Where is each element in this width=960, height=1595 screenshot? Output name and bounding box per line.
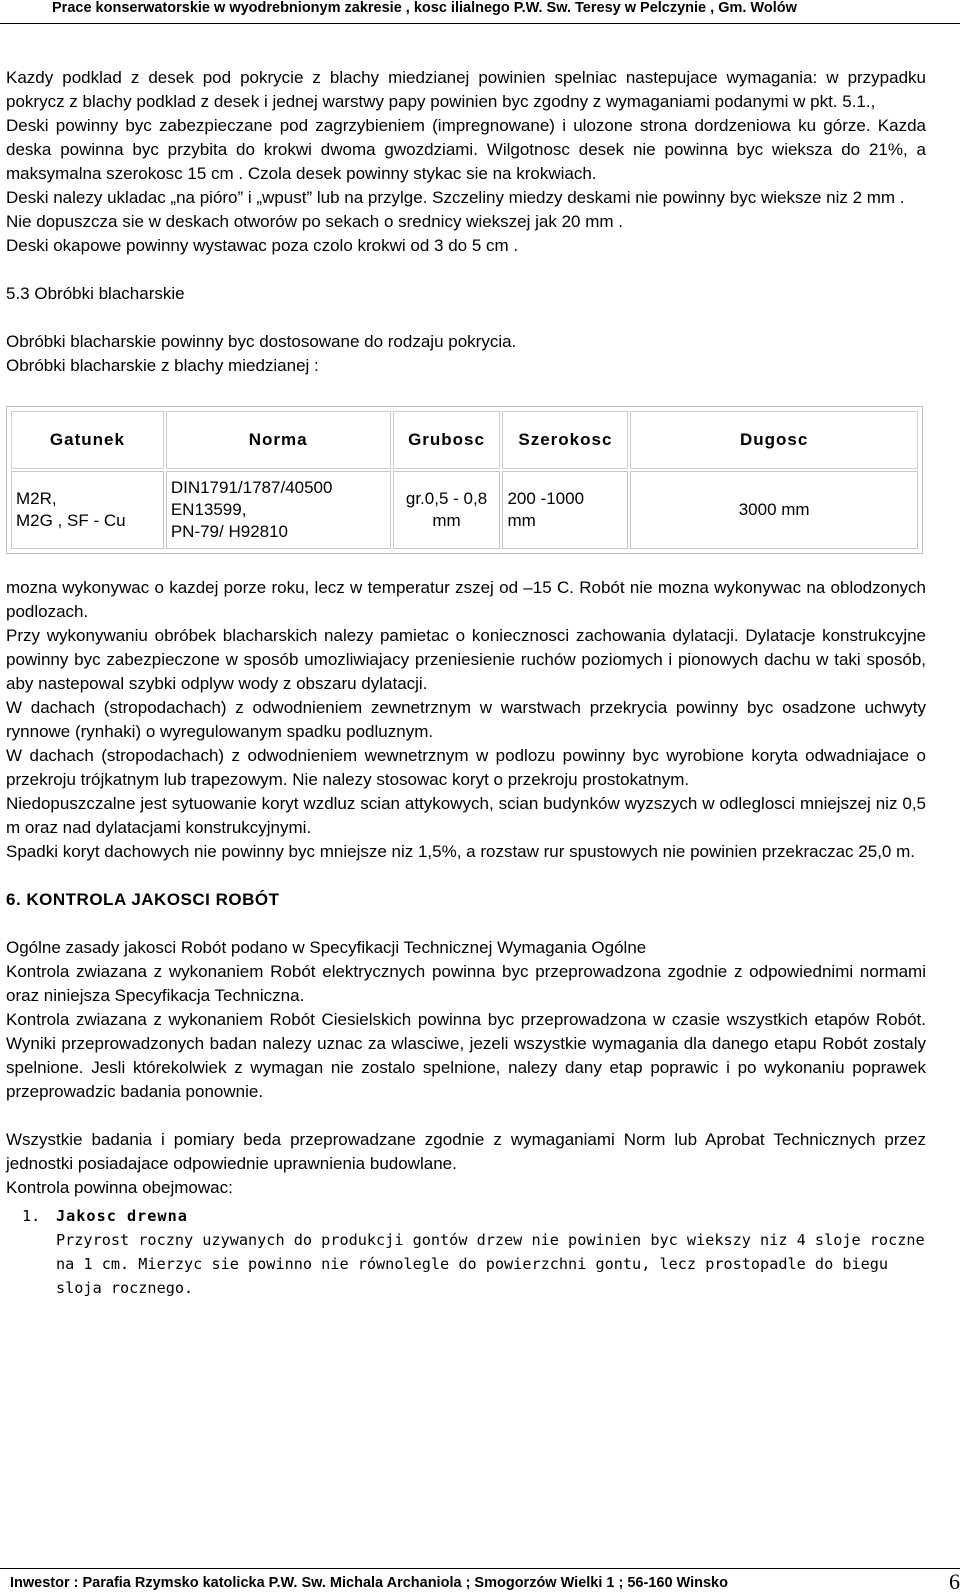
cell-line: PN-79/ H92810 <box>170 522 289 541</box>
page-header <box>0 0 960 24</box>
paragraph: Niedopuszczalne jest sytuowanie koryt wzdluz scian attykowych, scian budynków wyzszych w odleglosci mniejszej niz 0,5 m oraz nad dylatacjami konstrukcyjnymi. <box>6 794 926 837</box>
table-row <box>11 471 918 549</box>
paragraph: W dachach (stropodachach) z odwodnieniem zewnetrznym w warstwach przekrycia powinny byc osadzone uchwyty rynnowe (rynhaki) o wyregulowanym spadku podluznym. <box>6 698 926 741</box>
paragraph: Ogólne zasady jakosci Robót podano w Specyfikacji Technicznej Wymagania Ogólne <box>6 938 647 957</box>
list-item <box>6 1204 926 1228</box>
document-body <box>6 66 926 1300</box>
page-footer <box>0 1568 960 1594</box>
column-header-szerokosc: Szerokosc <box>502 411 628 469</box>
section-heading: 5.3 Obróbki blacharskie <box>6 284 185 303</box>
cell-gatunek <box>11 471 164 549</box>
cell-line: 200 -1000 <box>507 489 585 508</box>
cell-norma <box>166 471 391 549</box>
paragraph: Wszystkie badania i pomiary beda przeprowadzane zgodnie z wymaganiami Norm lub Aprobat Technicznych przez jednostki posiadajace odpowiednie uprawnienia budowlane. <box>6 1130 926 1173</box>
cell-line: M2G , SF - Cu <box>16 511 126 530</box>
cell-line: mm <box>507 511 536 530</box>
header-text: Prace konserwatorskie w wyodrebnionym zakresie , kosc ilialnego P.W. Sw. Teresy w Pelczynie , Gm. Wolów <box>52 0 797 16</box>
cell-line: mm <box>432 511 461 530</box>
paragraph: mozna wykonywac o kazdej porze roku, lecz w temperatur zszej od –15 C. Robót nie mozna wykonywac na oblodzonych podlozach. <box>6 578 926 621</box>
spec-table-frame <box>6 406 923 554</box>
spacer <box>6 864 926 888</box>
paragraph: Kontrola powinna obejmowac: <box>6 1178 233 1197</box>
list-item-title: Jakosc drewna <box>56 1207 188 1225</box>
section-heading: 6. KONTROLA JAKOSCI ROBÓT <box>6 890 280 909</box>
paragraph: Obróbki blacharskie z blachy miedzianej : <box>6 356 319 375</box>
list-item-text: Przyrost roczny uzywanych do produkcji gontów drzew nie powinien byc wiekszy niz 4 sloje roczne na 1 cm. Mierzyc sie powinno nie równolegle do powierzchni gontu, lecz prostopadle do biegu sloja rocznego. <box>56 1231 925 1297</box>
column-header-grubosc: Grubosc <box>393 411 501 469</box>
paragraph: Deski nalezy ukladac „na pióro” i „wpust” lub na przylge. Szczeliny miedzy deskami nie powinny byc wieksze niz 2 mm . <box>6 188 905 207</box>
paragraph: Spadki koryt dachowych nie powinny byc mniejsze niz 1,5%, a rozstaw rur spustowych nie powinien przekraczac 25,0 m. <box>6 842 915 861</box>
cell-line: gr.0,5 - 0,8 <box>405 489 488 508</box>
cell-dlugosc: 3000 mm <box>630 471 918 549</box>
paragraph: Kontrola zwiazana z wykonaniem Robót elektrycznych powinna byc przeprowadzona zgodnie z odpowiednimi normami oraz niniejsza Specyfikacja Techniczna. <box>6 962 926 1005</box>
paragraph: Obróbki blacharskie powinny byc dostosowane do rodzaju pokrycia. <box>6 332 517 351</box>
cell-grubosc <box>393 471 501 549</box>
cell-line: DIN1791/1787/40500 <box>170 478 333 497</box>
paragraph: Kontrola zwiazana z wykonaniem Robót Ciesielskich powinna byc przeprowadzona w czasie wszystkich etapów Robót. Wyniki przeprowadzonych badan nalezy uznac za wlasciwe, jezeli wszystkie wymagania dla danego etapu Robót zostaly spelnione. Jesli którekolwiek z wymagan nie zostalo spelnione, nalezy dany etap poprawic i po wykonaniu poprawek przeprowadzic badania ponownie. <box>6 1010 926 1101</box>
paragraph: Przy wykonywaniu obróbek blacharskich nalezy pamietac o koniecznosci zachowania dylatacji. Dylatacje konstrukcyjne powinny byc zabezpieczone w sposób umozliwiajacy przeniesienie ruchów poziomych i pionowych dachu w taki sposób, aby nastepowal szybki odplyw wody z obszaru dylatacji. <box>6 626 926 693</box>
spec-table <box>9 409 920 551</box>
spacer <box>6 1104 926 1128</box>
paragraph: W dachach (stropodachach) z odwodnieniem wewnetrznym w podlozu powinny byc wyrobione koryta odwadniajace o przekroju trójkatnym lub trapezowym. Nie nalezy stosowac koryt o przekroju prostokatnym. <box>6 746 926 789</box>
paragraph: Deski okapowe powinny wystawac poza czolo krokwi od 3 do 5 cm . <box>6 236 519 255</box>
column-header-gatunek: Gatunek <box>11 411 164 469</box>
paragraph: Deski powinny byc zabezpieczane pod zagrzybieniem (impregnowane) i ulozone strona dordzeniowa ku górze. Kazda deska powinna byc przybita do krokwi dwoma gwozdziami. Wilgotnosc desek nie powinna byc wieksza do 21%, a maksymalna szerokosc 15 cm . Czola desek powinny stykac sie na krokwiach. <box>6 116 926 183</box>
paragraph: Kazdy podklad z desek pod pokrycie z blachy miedzianej powinien spelniac nastepujace wymagania: w przypadku pokrycz z blachy podklad z desek i jednej warstwy papy powinien byc zgodny z wymaganiami podanymi w pkt. 5.1., <box>6 68 926 111</box>
page-number: 6 <box>949 1569 960 1594</box>
spacer <box>6 306 926 330</box>
column-header-dlugosc: Dugosc <box>630 411 918 469</box>
footer-text: Inwestor : Parafia Rzymsko katolicka P.W. Sw. Michala Archaniola ; Smogorzów Wielki 1 ; 56-160 Winsko <box>10 1575 728 1591</box>
table-header-row <box>11 411 918 469</box>
paragraph: Nie dopuszcza sie w deskach otworów po sekach o srednicy wiekszej jak 20 mm . <box>6 212 623 231</box>
spacer <box>6 258 926 282</box>
spacer <box>6 912 926 936</box>
column-header-norma: Norma <box>166 411 391 469</box>
cell-line: M2R, <box>16 489 57 508</box>
cell-line: EN13599, <box>170 500 247 519</box>
list-number: 1. <box>22 1207 41 1225</box>
cell-szerokosc <box>502 471 628 549</box>
numbered-list <box>6 1204 926 1300</box>
